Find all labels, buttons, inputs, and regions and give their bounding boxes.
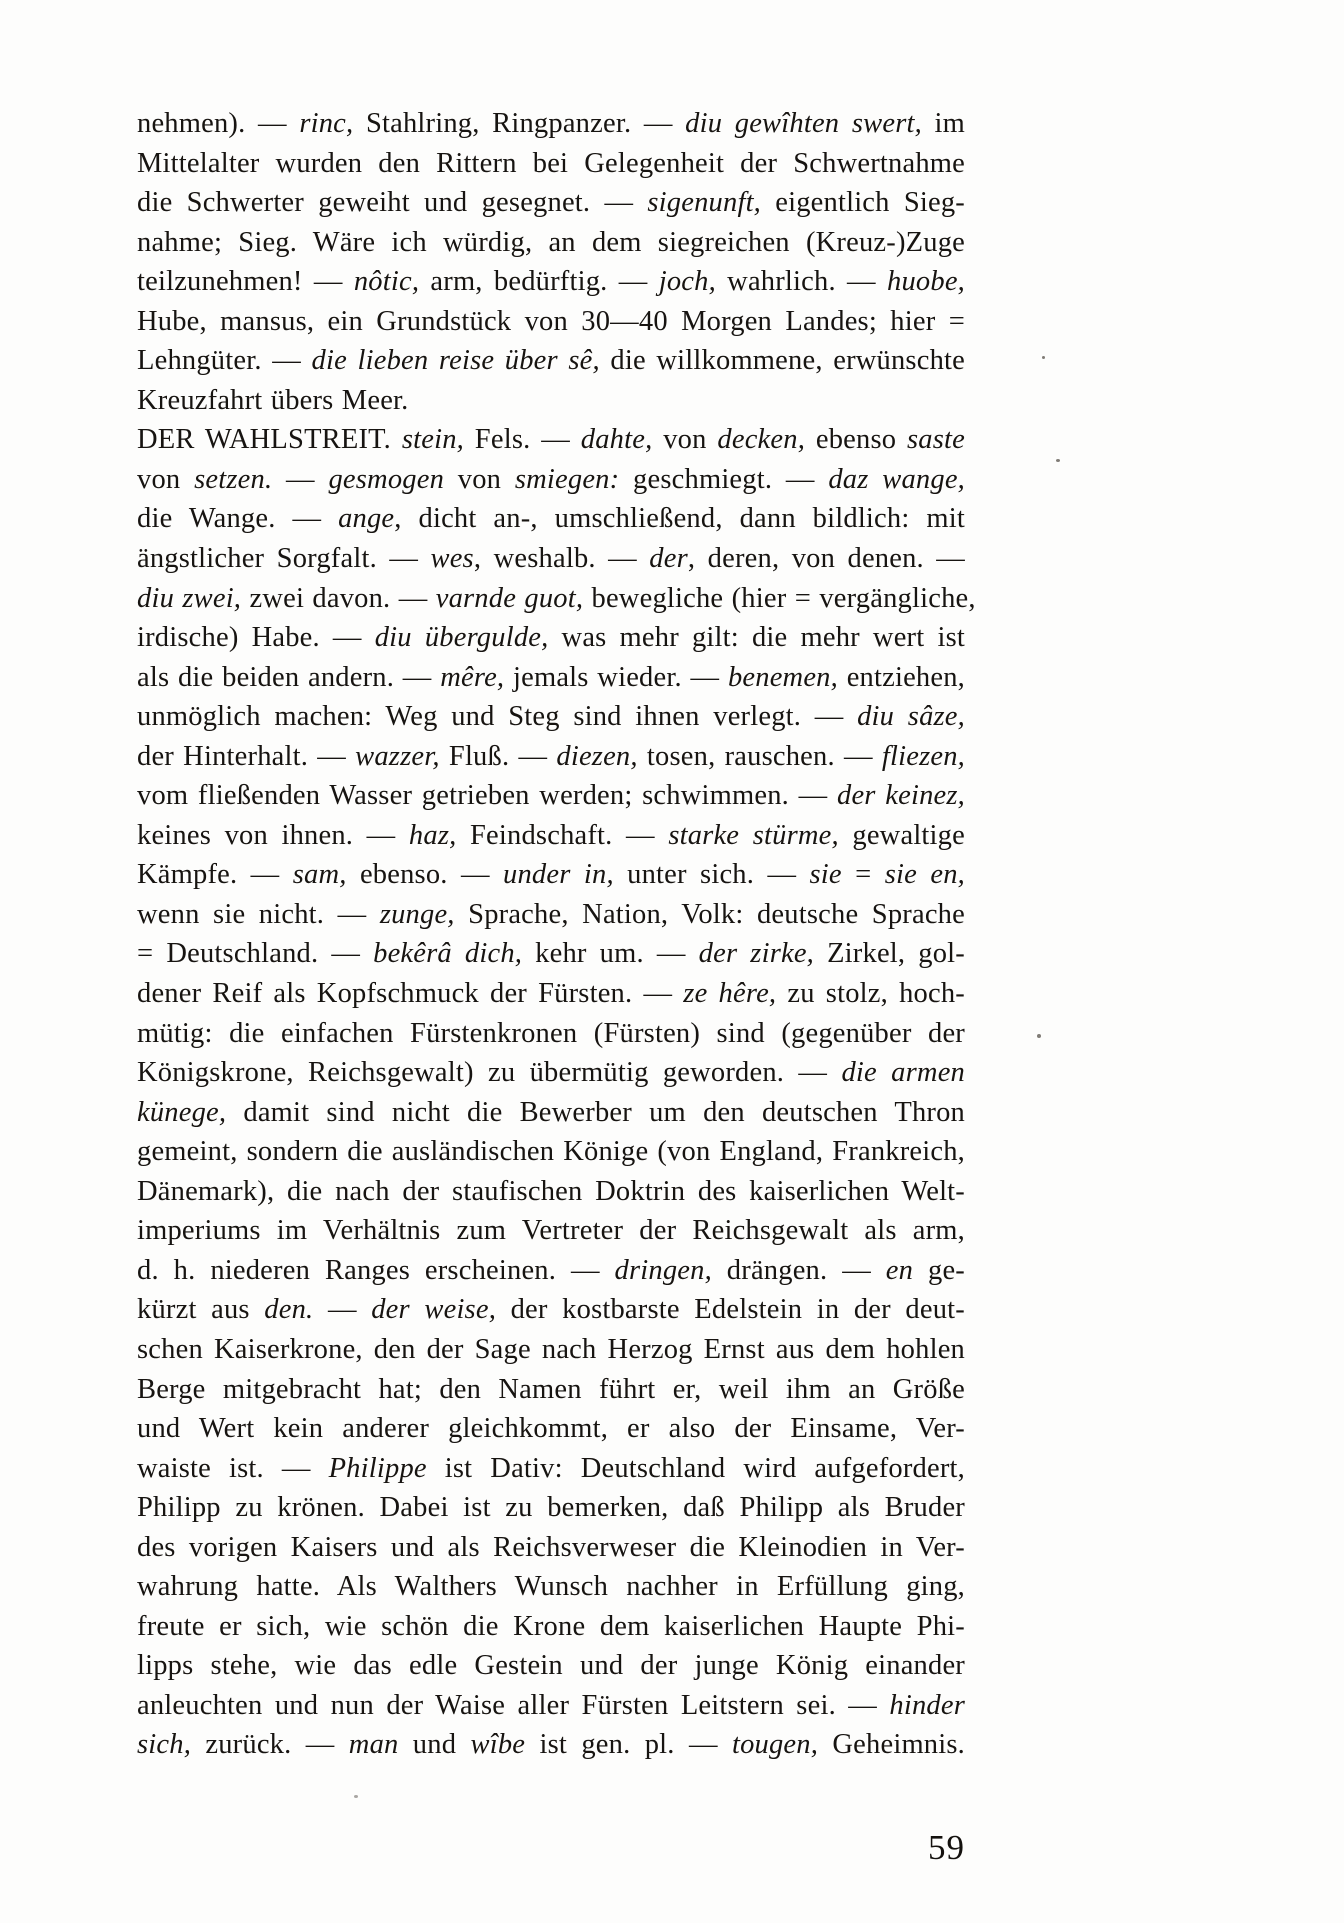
scan-speck [1056,459,1060,462]
text-line: Mittelalter wurden den Rittern bei Gelegenheit der Schwertnahme [137,147,965,179]
text-line: nehmen). — rinc, Stahlring, Ringpanzer. — diu gewîhten swert, im [137,108,966,139]
text-line: Lehngüter. — die lieben reise über sê, die willkommene, erwünschte [137,345,965,377]
text-line: des vorigen Kaisers und als Reichsverweser die Kleinodien in Ver- [137,1531,965,1563]
text-line: waiste ist. — Philippe ist Dativ: Deutschland wird aufgefordert, [137,1452,965,1484]
text-line: imperiums im Verhältnis zum Vertreter der Reichsgewalt als arm, [137,1215,965,1247]
text-line: Hube, mansus, ein Grundstück von 30—40 Morgen Landes; hier = [137,305,965,337]
text-line: anleuchten und nun der Waise aller Fürsten Leitstern sei. — hinder [137,1689,965,1721]
text-line: diu zwei, zwei davon. — varnde guot, bewegliche (hier = vergängliche, [137,582,976,614]
text-line: keines von ihnen. — haz, Feindschaft. — starke stürme, gewaltige [137,819,965,851]
text-line: der Hinterhalt. — wazzer, Fluß. — diezen, tosen, rauschen. — fliezen, [137,740,965,772]
text-line: Berge mitgebracht hat; den Namen führt er, weil ihm an Größe [137,1373,965,1405]
text-line: kürzt aus den. — der weise, der kostbarste Edelstein in der deut- [137,1294,965,1326]
text-line: gemeint, sondern die ausländischen Könige (von England, Frankreich, [137,1136,965,1168]
scan-speck [354,1795,358,1798]
text-line: freute er sich, wie schön die Krone dem kaiserlichen Haupte Phi- [137,1610,965,1642]
text-block [137,104,976,1765]
text-line: irdische) Habe. — diu übergulde, was mehr gilt: die mehr wert ist [137,622,965,654]
scan-speck [1042,356,1045,359]
text-line: unmöglich machen: Weg und Steg sind ihnen verlegt. — diu sâze, [137,701,965,733]
text-line: dener Reif als Kopfschmuck der Fürsten. — ze hêre, zu stolz, hoch- [137,978,965,1010]
text-line: künege, damit sind nicht die Bewerber um den deutschen Thron [137,1096,965,1128]
text-line: die Schwerter geweiht und gesegnet. — sigenunft, eigentlich Sieg- [137,187,965,219]
text-line: wahrung hatte. Als Walthers Wunsch nachher in Erfüllung ging, [137,1571,965,1603]
text-line: nahme; Sieg. Wäre ich würdig, an dem siegreichen (Kreuz-)Zuge [137,226,965,258]
text-line: als die beiden andern. — mêre, jemals wieder. — benemen, entziehen, [137,661,966,693]
text-line: Kämpfe. — sam, ebenso. — under in, unter sich. — sie = sie en, [137,859,965,891]
text-line: schen Kaiserkrone, den der Sage nach Herzog Ernst aus dem hohlen [137,1333,965,1365]
text-line: vom fließenden Wasser getrieben werden; schwimmen. — der keinez, [137,780,965,812]
text-line: Königskrone, Reichsgewalt) zu übermütig geworden. — die armen [137,1057,965,1089]
text-line: teilzunehmen! — nôtic, arm, bedürftig. — joch, wahrlich. — huobe, [137,266,965,298]
text-line: ängstlicher Sorgfalt. — wes, weshalb. — der, deren, von denen. — [137,543,965,575]
text-line: mütig: die einfachen Fürstenkronen (Fürsten) sind (gegenüber der [137,1017,965,1049]
text-line: d. h. niederen Ranges erscheinen. — dringen, drängen. — en ge- [137,1254,965,1286]
text-line: Kreuzfahrt übers Meer. [137,384,409,416]
text-line: und Wert kein anderer gleichkommt, er also der Einsame, Ver- [137,1413,965,1445]
text-line: lipps stehe, wie das edle Gestein und der junge König einander [137,1650,965,1682]
text-line: von setzen. — gesmogen von smiegen: geschmiegt. — daz wange, [137,463,965,495]
text-line: wenn sie nicht. — zunge, Sprache, Nation, Volk: deutsche Sprache [137,898,965,930]
text-line: = Deutschland. — bekêrâ dich, kehr um. — der zirke, Zirkel, gol- [137,938,965,970]
text-line: Dänemark), die nach der staufischen Doktrin des kaiserlichen Welt- [137,1175,965,1207]
text-line: sich, zurück. — man und wîbe ist gen. pl. — tougen, Geheimnis. [137,1729,965,1761]
text-line: die Wange. — ange, dicht an-, umschließend, dann bildlich: mit [137,503,965,535]
page-number: 59 [928,1828,965,1867]
scan-speck [1037,1034,1041,1038]
text-line: Philipp zu krönen. Dabei ist zu bemerken, daß Philipp als Bruder [137,1492,965,1524]
text-line: DER WAHLSTREIT. stein, Fels. — dahte, von decken, ebenso saste [137,424,966,456]
